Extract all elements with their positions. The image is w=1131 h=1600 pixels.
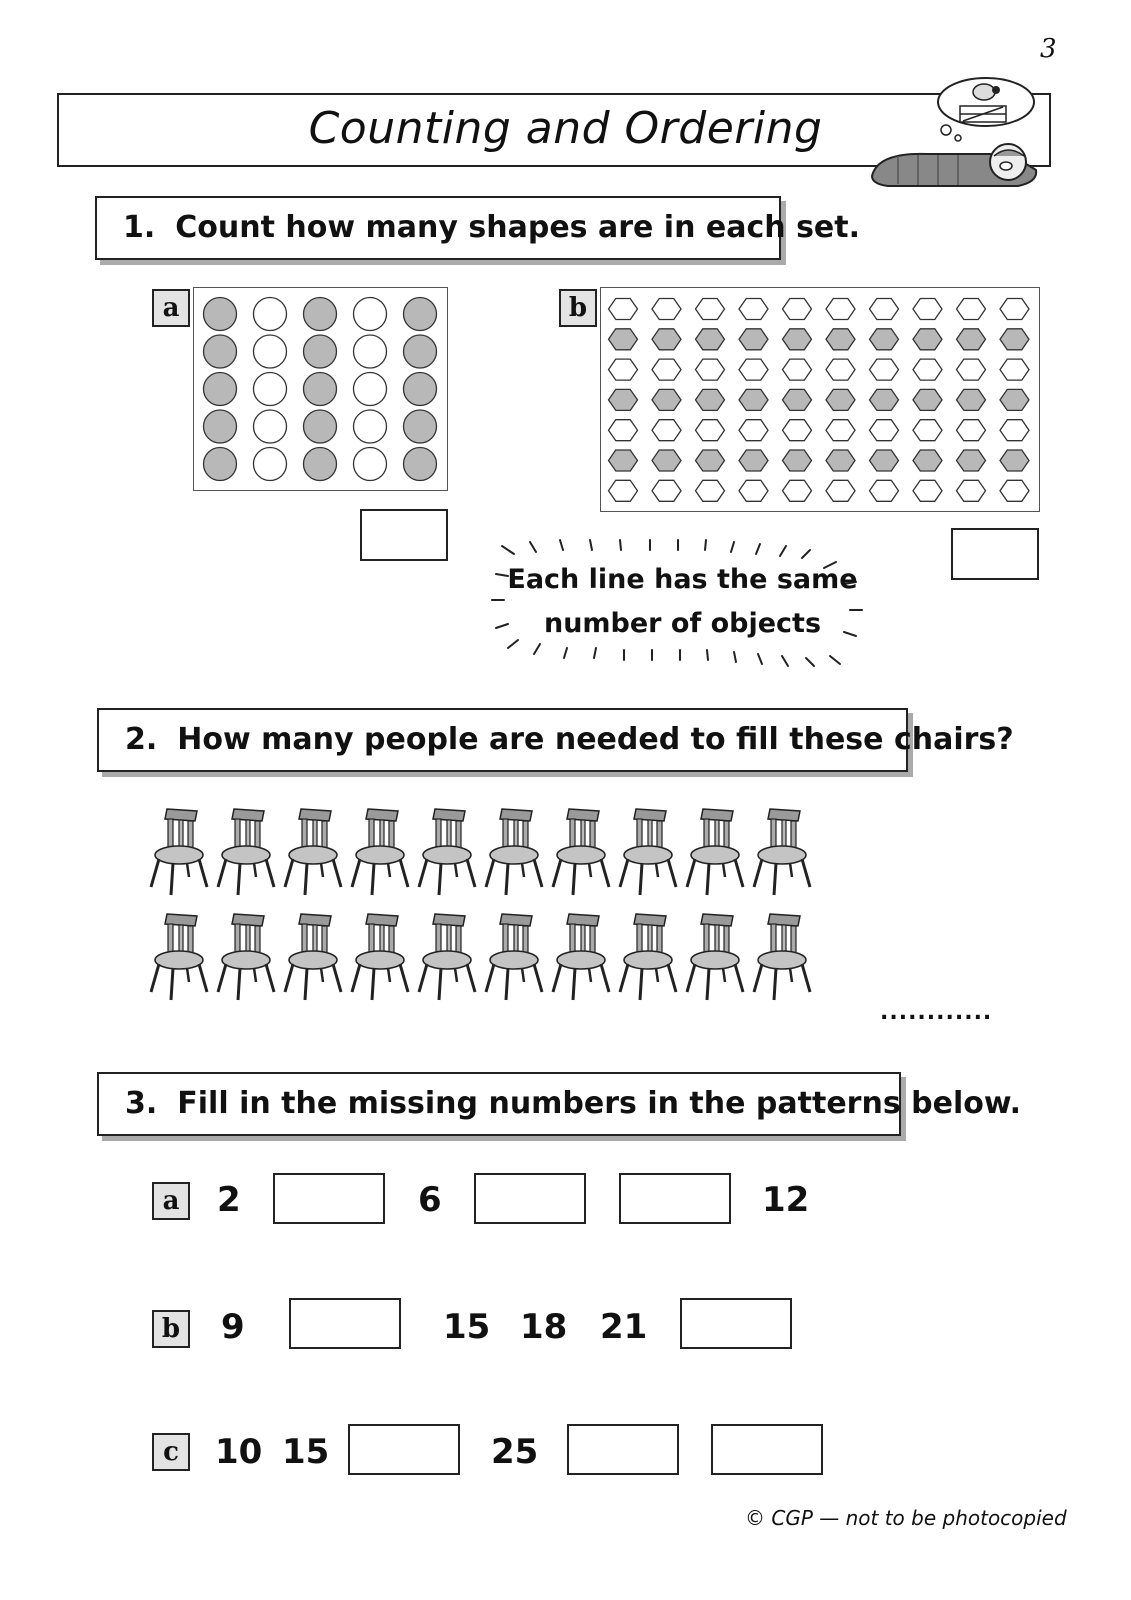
hint-line-2: number of objects bbox=[543, 608, 822, 639]
circle-shape bbox=[354, 335, 387, 368]
hexagon-shape bbox=[957, 359, 986, 380]
chair-icon bbox=[553, 809, 609, 895]
circle-shape bbox=[204, 410, 237, 443]
hexagon-shape bbox=[609, 329, 638, 350]
hexagon-shape bbox=[1000, 420, 1029, 441]
pattern-b-blank-1[interactable] bbox=[289, 1298, 401, 1349]
hexagon-shape bbox=[652, 359, 681, 380]
chair-icon bbox=[486, 809, 542, 895]
pattern-b-number-2: 15 bbox=[443, 1307, 491, 1347]
hexagon-shape bbox=[957, 329, 986, 350]
circle-shape bbox=[404, 410, 437, 443]
hexagon-shape bbox=[783, 299, 812, 320]
chair-icon bbox=[419, 914, 475, 1000]
pattern-c-number-3: 25 bbox=[491, 1432, 539, 1472]
question-1-box bbox=[95, 196, 861, 260]
hexagon-shape bbox=[1000, 359, 1029, 380]
pattern-c-blank-3[interactable] bbox=[711, 1424, 823, 1475]
chair-icon bbox=[218, 914, 274, 1000]
chair-icon bbox=[687, 809, 743, 895]
circle-shape bbox=[304, 298, 337, 331]
pattern-a-number-3: 12 bbox=[762, 1180, 810, 1220]
pattern-a-number-2: 6 bbox=[418, 1180, 442, 1220]
set-b-frame bbox=[600, 287, 1040, 512]
circle-shape bbox=[304, 448, 337, 481]
circle-shape bbox=[254, 410, 287, 443]
circle-shape bbox=[204, 373, 237, 406]
hexagon-shape bbox=[826, 420, 855, 441]
chair-icon bbox=[620, 809, 676, 895]
hexagon-shape bbox=[696, 450, 725, 471]
question-2-text: How many people are needed to fill these chairs? bbox=[177, 722, 1014, 757]
page-title: Counting and Ordering bbox=[308, 103, 823, 154]
question-1-text: Count how many shapes are in each set. bbox=[175, 210, 861, 245]
set-a-answer-box[interactable] bbox=[360, 509, 448, 561]
chair-icon bbox=[218, 809, 274, 895]
chair-icon bbox=[419, 809, 475, 895]
hexagon-shape bbox=[913, 329, 942, 350]
hexagon-shape bbox=[652, 420, 681, 441]
hexagon-shape bbox=[696, 480, 725, 501]
hexagon-shape bbox=[913, 299, 942, 320]
pattern-a-blank-3[interactable] bbox=[619, 1173, 731, 1224]
hexagon-shape bbox=[957, 299, 986, 320]
circle-shape bbox=[354, 373, 387, 406]
pattern-b-blank-2[interactable] bbox=[680, 1298, 792, 1349]
hexagon-shape bbox=[609, 420, 638, 441]
pattern-a-blank-2[interactable] bbox=[474, 1173, 586, 1224]
pattern-b-number-3: 18 bbox=[520, 1307, 568, 1347]
chairs-group bbox=[145, 805, 835, 1015]
hexagon-shape bbox=[1000, 480, 1029, 501]
question-1-number: 1. bbox=[123, 210, 156, 245]
hexagon-shape bbox=[957, 420, 986, 441]
hint-text bbox=[505, 558, 860, 646]
hexagon-shape bbox=[783, 329, 812, 350]
hexagon-shape bbox=[783, 480, 812, 501]
hexagon-shape bbox=[870, 299, 899, 320]
set-a-circles bbox=[194, 288, 446, 489]
chair-icon bbox=[754, 809, 810, 895]
hexagon-shape bbox=[696, 420, 725, 441]
circle-shape bbox=[254, 298, 287, 331]
hexagon-shape bbox=[609, 359, 638, 380]
hexagon-shape bbox=[739, 420, 768, 441]
hexagon-shape bbox=[696, 299, 725, 320]
hexagon-shape bbox=[870, 329, 899, 350]
pattern-a-blank-1[interactable] bbox=[273, 1173, 385, 1224]
set-a-frame bbox=[193, 287, 448, 491]
hexagon-shape bbox=[957, 480, 986, 501]
hexagon-shape bbox=[783, 389, 812, 410]
hexagon-shape bbox=[609, 299, 638, 320]
pattern-b-label: b bbox=[152, 1310, 190, 1348]
chair-icon bbox=[285, 809, 341, 895]
hexagon-shape bbox=[913, 420, 942, 441]
hexagon-shape bbox=[609, 389, 638, 410]
hexagon-shape bbox=[652, 329, 681, 350]
hexagon-shape bbox=[739, 359, 768, 380]
sleeping-child-illustration bbox=[868, 72, 1048, 192]
hexagon-shape bbox=[826, 389, 855, 410]
hexagon-shape bbox=[870, 480, 899, 501]
question-3-box bbox=[97, 1072, 1022, 1136]
chair-icon bbox=[486, 914, 542, 1000]
hexagon-shape bbox=[652, 299, 681, 320]
hexagon-shape bbox=[739, 299, 768, 320]
circle-shape bbox=[254, 373, 287, 406]
chair-icon bbox=[285, 914, 341, 1000]
hexagon-shape bbox=[739, 329, 768, 350]
set-a-label: a bbox=[152, 289, 190, 327]
set-b-hexagons bbox=[601, 288, 1038, 510]
page-number: 3 bbox=[1040, 34, 1057, 64]
chair-icon bbox=[151, 809, 207, 895]
hexagon-shape bbox=[826, 359, 855, 380]
pattern-a-number-1: 2 bbox=[217, 1180, 241, 1220]
hexagon-shape bbox=[826, 450, 855, 471]
circle-shape bbox=[304, 335, 337, 368]
hexagon-shape bbox=[870, 420, 899, 441]
hexagon-shape bbox=[913, 480, 942, 501]
set-b-label: b bbox=[559, 289, 597, 327]
pattern-c-number-1: 10 bbox=[215, 1432, 263, 1472]
circle-shape bbox=[304, 410, 337, 443]
pattern-c-blank-1[interactable] bbox=[348, 1424, 460, 1475]
circle-shape bbox=[404, 335, 437, 368]
hexagon-shape bbox=[609, 480, 638, 501]
hexagon-shape bbox=[1000, 329, 1029, 350]
pattern-c-label: c bbox=[152, 1433, 190, 1471]
hexagon-shape bbox=[870, 359, 899, 380]
chair-icon bbox=[553, 914, 609, 1000]
set-b-answer-box[interactable] bbox=[951, 528, 1039, 580]
circle-shape bbox=[254, 335, 287, 368]
hexagon-shape bbox=[1000, 389, 1029, 410]
hexagon-shape bbox=[870, 450, 899, 471]
chair-icon bbox=[687, 914, 743, 1000]
question-3-text: Fill in the missing numbers in the patterns below. bbox=[177, 1086, 1022, 1121]
hexagon-shape bbox=[826, 299, 855, 320]
hexagon-shape bbox=[652, 480, 681, 501]
circle-shape bbox=[404, 448, 437, 481]
hexagon-shape bbox=[739, 389, 768, 410]
hexagon-shape bbox=[957, 450, 986, 471]
circle-shape bbox=[204, 335, 237, 368]
hexagon-shape bbox=[783, 420, 812, 441]
circle-shape bbox=[204, 298, 237, 331]
copyright-notice: © CGP — not to be photocopied bbox=[745, 1506, 1067, 1530]
hexagon-shape bbox=[1000, 299, 1029, 320]
hexagon-shape bbox=[913, 359, 942, 380]
hexagon-shape bbox=[826, 329, 855, 350]
hexagon-shape bbox=[696, 359, 725, 380]
hexagon-shape bbox=[696, 329, 725, 350]
hexagon-shape bbox=[870, 389, 899, 410]
question-2-box bbox=[97, 708, 1014, 772]
hexagon-shape bbox=[739, 450, 768, 471]
question-3-number: 3. bbox=[125, 1086, 158, 1121]
circle-shape bbox=[354, 448, 387, 481]
question-2-answer-dots[interactable]: ............ bbox=[880, 1000, 993, 1025]
hexagon-shape bbox=[739, 480, 768, 501]
hexagon-shape bbox=[1000, 450, 1029, 471]
circle-shape bbox=[354, 298, 387, 331]
circle-shape bbox=[254, 448, 287, 481]
circle-shape bbox=[354, 410, 387, 443]
hexagon-shape bbox=[913, 389, 942, 410]
circle-shape bbox=[404, 373, 437, 406]
chair-icon bbox=[151, 914, 207, 1000]
question-2-number: 2. bbox=[125, 722, 158, 757]
hexagon-shape bbox=[783, 450, 812, 471]
pattern-b-number-1: 9 bbox=[221, 1307, 245, 1347]
circle-shape bbox=[204, 448, 237, 481]
circle-shape bbox=[404, 298, 437, 331]
pattern-c-blank-2[interactable] bbox=[567, 1424, 679, 1475]
hexagon-shape bbox=[913, 450, 942, 471]
hexagon-shape bbox=[783, 359, 812, 380]
chair-icon bbox=[352, 914, 408, 1000]
hexagon-shape bbox=[652, 389, 681, 410]
pattern-c-number-2: 15 bbox=[282, 1432, 330, 1472]
hint-line-1: Each line has the same bbox=[507, 564, 858, 595]
circle-shape bbox=[304, 373, 337, 406]
pattern-b-number-4: 21 bbox=[600, 1307, 648, 1347]
hexagon-shape bbox=[957, 389, 986, 410]
chair-icon bbox=[754, 914, 810, 1000]
hexagon-shape bbox=[826, 480, 855, 501]
chair-icon bbox=[352, 809, 408, 895]
hexagon-shape bbox=[609, 450, 638, 471]
pattern-a-label: a bbox=[152, 1182, 190, 1220]
hexagon-shape bbox=[652, 450, 681, 471]
chair-icon bbox=[620, 914, 676, 1000]
hexagon-shape bbox=[696, 389, 725, 410]
